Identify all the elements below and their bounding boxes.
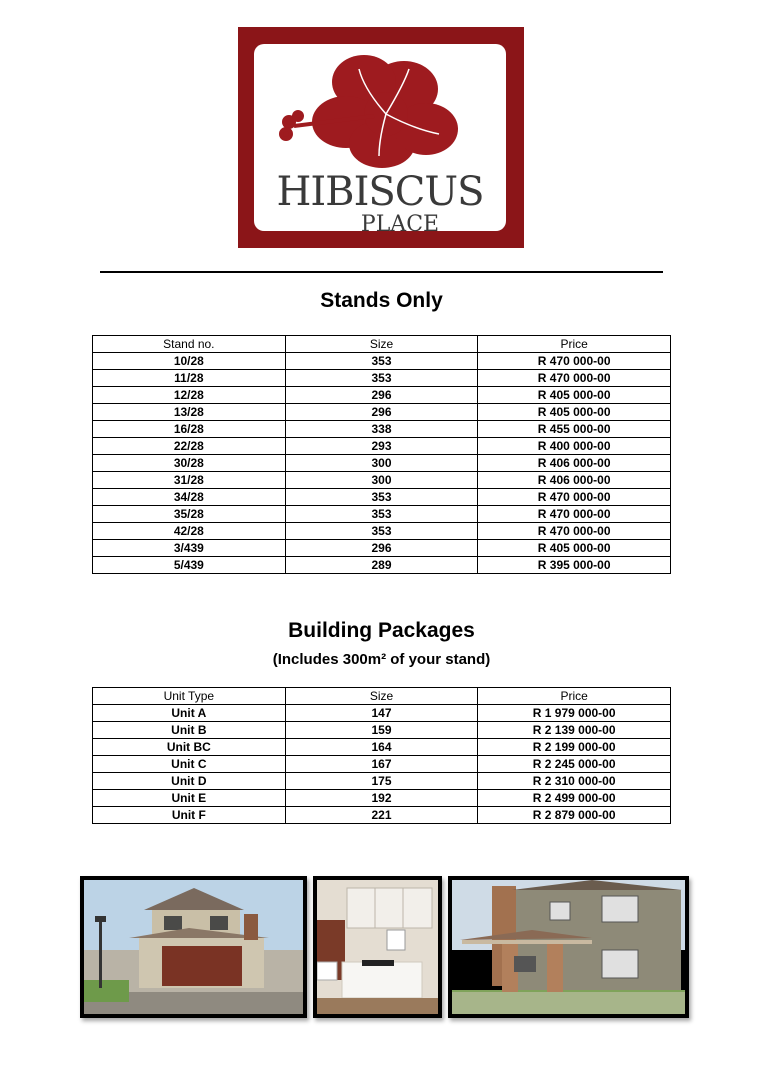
unit-price: R 2 310 000-00 — [478, 773, 671, 790]
table-row — [93, 421, 671, 438]
unit-type: Unit D — [93, 773, 286, 790]
stand-no: 22/28 — [93, 438, 286, 455]
unit-size: 164 — [285, 739, 478, 756]
header-stand-no: Stand no. — [93, 336, 286, 353]
table-row — [93, 790, 671, 807]
table-row — [93, 705, 671, 722]
unit-price: R 2 199 000-00 — [478, 739, 671, 756]
unit-type: Unit A — [93, 705, 286, 722]
stand-size: 293 — [285, 438, 478, 455]
stand-price: R 406 000-00 — [478, 455, 671, 472]
unit-size: 192 — [285, 790, 478, 807]
stand-no: 16/28 — [93, 421, 286, 438]
kitchen-image — [317, 880, 438, 1014]
stand-price: R 395 000-00 — [478, 557, 671, 574]
unit-type: Unit BC — [93, 739, 286, 756]
stand-no: 13/28 — [93, 404, 286, 421]
header-size: Size — [285, 688, 478, 705]
unit-type: Unit C — [93, 756, 286, 773]
unit-price: R 2 245 000-00 — [478, 756, 671, 773]
stands-table — [92, 335, 671, 574]
stand-price: R 405 000-00 — [478, 387, 671, 404]
kitchen-photo — [313, 876, 442, 1018]
table-row — [93, 404, 671, 421]
table-row — [93, 756, 671, 773]
stand-no: 3/439 — [93, 540, 286, 557]
table-row — [93, 353, 671, 370]
stand-size: 353 — [285, 523, 478, 540]
unit-type: Unit B — [93, 722, 286, 739]
stand-no: 11/28 — [93, 370, 286, 387]
house-front-photo — [80, 876, 307, 1018]
unit-price: R 2 499 000-00 — [478, 790, 671, 807]
table-row — [93, 807, 671, 824]
packages-table — [92, 687, 671, 824]
unit-size: 167 — [285, 756, 478, 773]
stand-no: 34/28 — [93, 489, 286, 506]
stands-title: Stands Only — [320, 289, 443, 312]
table-row — [93, 489, 671, 506]
table-row — [93, 387, 671, 404]
stand-no: 35/28 — [93, 506, 286, 523]
house-back-photo — [448, 876, 689, 1018]
stand-no: 31/28 — [93, 472, 286, 489]
stand-size: 300 — [285, 472, 478, 489]
unit-type: Unit F — [93, 807, 286, 824]
house-front-image — [84, 880, 303, 1014]
table-row — [93, 557, 671, 574]
packages-subtitle: (Includes 300m² of your stand) — [272, 651, 491, 668]
stand-price: R 470 000-00 — [478, 506, 671, 523]
table-row — [93, 773, 671, 790]
stand-size: 296 — [285, 540, 478, 557]
stand-price: R 405 000-00 — [478, 404, 671, 421]
logo-panel — [254, 44, 506, 237]
table-row — [93, 540, 671, 557]
stand-price: R 470 000-00 — [478, 370, 671, 387]
unit-price: R 2 879 000-00 — [478, 807, 671, 824]
stand-size: 296 — [285, 387, 478, 404]
table-row — [93, 739, 671, 756]
table-row — [93, 722, 671, 739]
header-unit-type: Unit Type — [93, 688, 286, 705]
unit-size: 147 — [285, 705, 478, 722]
stand-price: R 470 000-00 — [478, 489, 671, 506]
packages-title: Building Packages — [288, 619, 475, 642]
stand-no: 30/28 — [93, 455, 286, 472]
table-row — [93, 506, 671, 523]
logo-title: HIBISCUS — [276, 169, 484, 215]
stand-no: 10/28 — [93, 353, 286, 370]
header-price: Price — [478, 688, 671, 705]
hibiscus-place-logo — [238, 27, 524, 248]
table-row — [93, 455, 671, 472]
stand-size: 296 — [285, 404, 478, 421]
stand-size: 353 — [285, 353, 478, 370]
stand-no: 12/28 — [93, 387, 286, 404]
stand-size: 353 — [285, 370, 478, 387]
header-size: Size — [285, 336, 478, 353]
header-price: Price — [478, 336, 671, 353]
logo-subtitle: PLACE — [360, 212, 440, 237]
house-back-image — [452, 880, 685, 1014]
stand-no: 42/28 — [93, 523, 286, 540]
unit-type: Unit E — [93, 790, 286, 807]
stand-price: R 405 000-00 — [478, 540, 671, 557]
stand-no: 5/439 — [93, 557, 286, 574]
unit-size: 221 — [285, 807, 478, 824]
stand-price: R 455 000-00 — [478, 421, 671, 438]
stand-size: 338 — [285, 421, 478, 438]
stand-price: R 470 000-00 — [478, 353, 671, 370]
unit-size: 175 — [285, 773, 478, 790]
table-row — [93, 472, 671, 489]
table-row — [93, 523, 671, 540]
divider-line — [100, 271, 663, 273]
table-row — [93, 370, 671, 387]
unit-price: R 2 139 000-00 — [478, 722, 671, 739]
table-header-row — [93, 688, 671, 705]
stand-price: R 400 000-00 — [478, 438, 671, 455]
stand-size: 353 — [285, 506, 478, 523]
stand-size: 353 — [285, 489, 478, 506]
table-row — [93, 438, 671, 455]
table-header-row — [93, 336, 671, 353]
stand-size: 300 — [285, 455, 478, 472]
unit-price: R 1 979 000-00 — [478, 705, 671, 722]
unit-size: 159 — [285, 722, 478, 739]
stand-size: 289 — [285, 557, 478, 574]
stand-price: R 406 000-00 — [478, 472, 671, 489]
stand-price: R 470 000-00 — [478, 523, 671, 540]
